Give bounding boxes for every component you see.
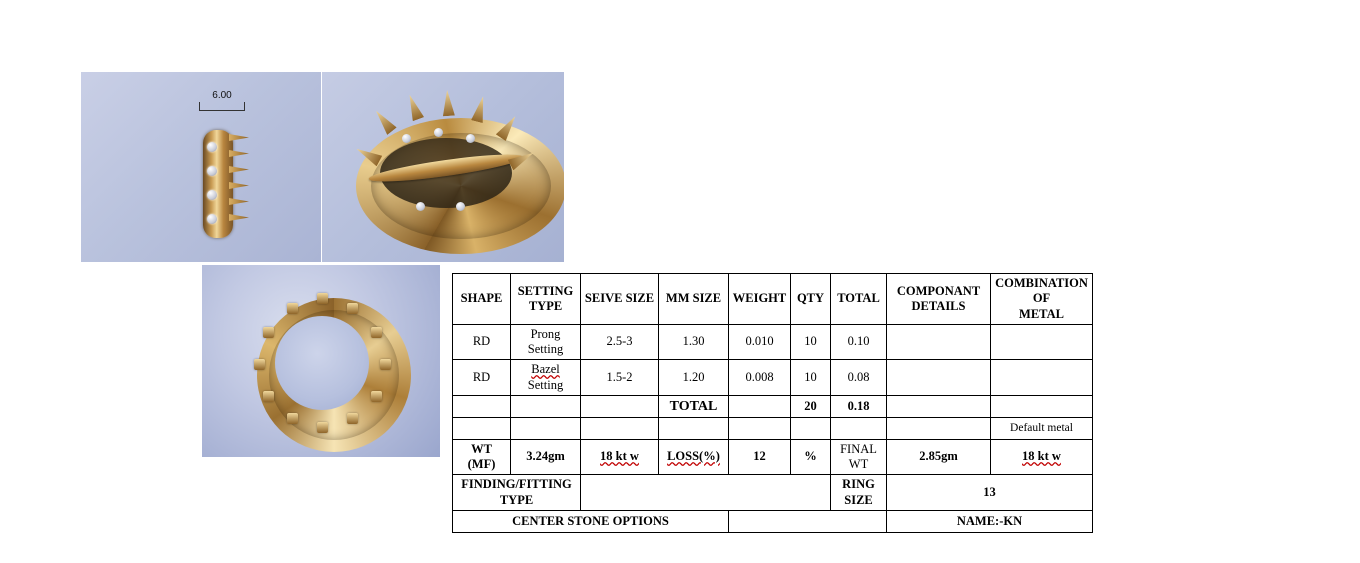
ring-prong [263,391,274,402]
total-total: 0.18 [831,395,887,417]
ring-gem [434,128,443,137]
ring-perspective-render [356,90,536,242]
ring-spike [229,150,249,157]
ring-gem [416,202,425,211]
ring-prong [263,327,274,338]
cell-shape: RD [453,360,511,396]
ring-gem [207,214,217,224]
spec-table [452,273,1093,533]
table-row [453,324,1093,360]
cell-seive-size: 1.5-2 [581,360,659,396]
ring-gem [456,202,465,211]
total-row-seive-blank [581,395,659,417]
ring-gem [207,166,217,176]
col-header-combination-line1: COMBINATION OF [995,276,1088,306]
finding-fitting-line2: TYPE [499,492,534,507]
name-label: NAME:-KN [887,510,1093,532]
ring-spike [371,107,396,135]
final-wt-label-line1: FINAL [840,441,877,456]
col-header-setting-type-line2: TYPE [528,298,563,313]
cell-setting-type-line2: Setting [527,342,564,356]
table-header-row [453,274,1093,325]
ring-prong [254,359,265,370]
ring-prong [317,293,328,304]
col-header-setting-type-line1: SETTING [517,283,574,298]
default-row-componant-blank [887,417,991,439]
total-row-shape-blank [453,395,511,417]
cell-setting-type-line1: Prong [530,326,561,341]
ring-spike [229,134,249,141]
loss-value: 12 [729,439,791,475]
ring-spike [404,93,424,122]
col-header-combination-of-metal [991,274,1093,325]
wt-label-line2: (MF) [467,457,496,472]
cell-componant-details [887,324,991,360]
cell-setting-type-line2: Setting [527,377,564,392]
cell-seive-size: 2.5-3 [581,324,659,360]
default-row-weight-blank [729,417,791,439]
ring-gem [207,190,217,200]
weight-row [453,439,1093,475]
ring-size-label [831,475,887,511]
col-header-total: TOTAL [831,274,887,325]
ring-spike [471,95,489,123]
finding-fitting-label [453,475,581,511]
default-metal-label: Default metal [991,417,1093,439]
ring-top-render [247,293,397,433]
center-stone-options-label: CENTER STONE OPTIONS [453,510,729,532]
col-header-componant-line2: DETAILS [911,298,966,313]
loss-label: LOSS(%) [659,439,729,475]
spec-table-container [452,273,1092,533]
col-header-setting-type [511,274,581,325]
total-row-combination-blank [991,395,1093,417]
col-header-componant-line1: COMPONANT [896,283,981,298]
total-qty: 20 [791,395,831,417]
cell-total: 0.10 [831,324,887,360]
total-row-weight-blank [729,395,791,417]
ring-inner-circle [275,316,369,410]
cell-weight: 0.010 [729,324,791,360]
center-stone-row [453,510,1093,532]
col-header-componant-details [887,274,991,325]
finding-fitting-line1: FINDING/FITTING [461,477,572,492]
cell-setting-type-line1: Bazel [531,362,560,377]
default-row-shape-blank [453,417,511,439]
ring-gem [402,134,411,143]
ring-gem [466,134,475,143]
dimension-marker [199,90,245,111]
dimension-bracket [199,102,245,111]
final-wt-label [831,439,887,475]
final-wt-value: 2.85gm [887,439,991,475]
ring-spike [229,166,249,173]
cell-mm-size: 1.30 [659,324,729,360]
perspective-view-image [322,72,564,262]
cell-total: 0.08 [831,360,887,396]
ring-side-render [189,120,253,246]
center-stone-options-value [729,510,887,532]
final-wt-label-line2: WT [848,457,869,472]
cell-shape: RD [453,324,511,360]
cell-qty: 10 [791,360,831,396]
ring-prong [287,303,298,314]
col-header-shape: SHAPE [453,274,511,325]
combination-metal-value: 18 kt w [991,439,1093,475]
ring-prong [347,413,358,424]
cell-qty: 10 [791,324,831,360]
cell-setting-type [511,324,581,360]
default-row-setting-blank [511,417,581,439]
ring-gem [207,142,217,152]
ring-prong [317,422,328,433]
col-header-combination-line2: METAL [1019,306,1064,321]
ring-size-label-line2: SIZE [844,492,873,507]
wt-metal: 18 kt w [581,439,659,475]
table-row [453,360,1093,396]
cell-combination-of-metal [991,324,1093,360]
total-row-componant-blank [887,395,991,417]
ring-spike [229,214,249,221]
ring-spike [229,182,249,189]
default-row-mm-blank [659,417,729,439]
side-view-image [81,72,322,262]
cell-weight: 0.008 [729,360,791,396]
table-total-row [453,395,1093,417]
ring-prong [347,303,358,314]
total-row-setting-blank [511,395,581,417]
default-row-seive-blank [581,417,659,439]
col-header-weight: WEIGHT [729,274,791,325]
dimension-label: 6.00 [212,90,232,101]
col-header-mm-size: MM SIZE [659,274,729,325]
ring-size-value: 13 [887,475,1093,511]
finding-fitting-row [453,475,1093,511]
finding-fitting-value [581,475,831,511]
cell-setting-type [511,360,581,396]
cell-combination-of-metal [991,360,1093,396]
ring-prong [380,359,391,370]
top-view-image [202,265,440,457]
ring-prong [287,413,298,424]
cell-mm-size: 1.20 [659,360,729,396]
ring-prong [371,391,382,402]
percent-symbol: % [791,439,831,475]
default-row-total-blank [831,417,887,439]
col-header-seive-size: SEIVE SIZE [581,274,659,325]
wt-label-line1: WT [471,441,492,456]
wt-value: 3.24gm [511,439,581,475]
col-header-qty: QTY [791,274,831,325]
wt-label [453,439,511,475]
ring-size-label-line1: RING [842,477,875,492]
ring-prong [371,327,382,338]
ring-spike [441,90,455,117]
ring-spike [229,198,249,205]
total-label: TOTAL [659,395,729,417]
cell-componant-details [887,360,991,396]
default-row-qty-blank [791,417,831,439]
default-metal-row [453,417,1093,439]
